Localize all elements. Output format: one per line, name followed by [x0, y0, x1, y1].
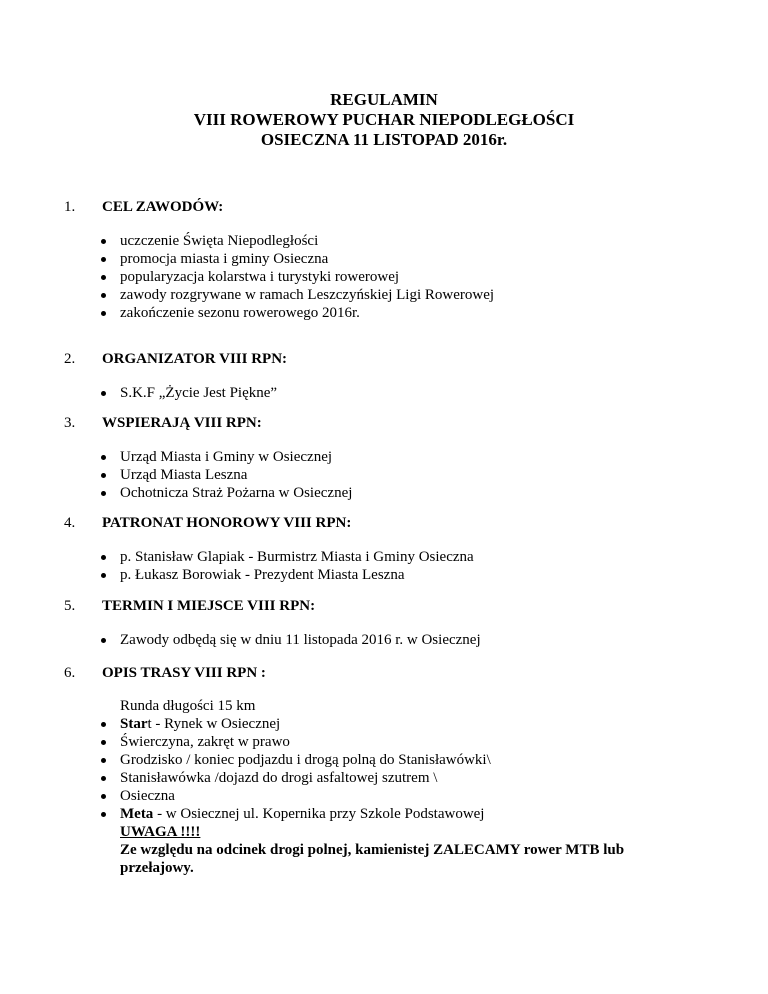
bullet-icon: [101, 638, 106, 643]
list-item: [0, 484, 768, 502]
bullet-icon: [101, 794, 106, 799]
list-item-text: zakończenie sezonu rowerowego 2016r.: [120, 305, 360, 321]
list-item: [0, 286, 768, 304]
list-item-text: promocja miasta i gminy Osieczna: [120, 251, 329, 267]
title-line-3: OSIECZNA 11 LISTOPAD 2016r.: [260, 130, 508, 149]
list-item-text: p. Łukasz Borowiak - Prezydent Miasta Leszna: [120, 567, 405, 583]
route-point: [0, 733, 768, 751]
route-point: [0, 787, 768, 805]
section-number: 6.: [64, 665, 76, 681]
list-item-text: Urząd Miasta Leszna: [120, 467, 248, 483]
list-item: [0, 304, 768, 322]
section-title: CEL ZAWODÓW:: [102, 199, 224, 215]
bullet-icon: [101, 491, 106, 496]
bullet-list: [0, 548, 768, 584]
section-title: TERMIN I MIEJSCE VIII RPN:: [102, 598, 316, 614]
bullet-list: [0, 232, 768, 322]
warning-label-row: [0, 823, 768, 841]
section-number: 3.: [64, 415, 76, 431]
list-item: [0, 268, 768, 286]
bullet-icon: [101, 722, 106, 727]
bullet-icon: [101, 311, 106, 316]
list-item: [0, 448, 768, 466]
list-item: [0, 548, 768, 566]
section-number: 1.: [64, 199, 76, 215]
list-item-text: Stanisławówka /dojazd do drogi asfaltowej szutrem \: [120, 770, 438, 786]
bullet-list: [0, 384, 768, 402]
list-item: [0, 566, 768, 584]
section-title: OPIS TRASY VIII RPN :: [102, 665, 266, 681]
start-location: t - Rynek w Osiecznej: [147, 716, 281, 732]
list-item-text: popularyzacja kolarstwa i turystyki rowerowej: [120, 269, 400, 285]
section-heading: [64, 198, 223, 216]
section-heading: [64, 514, 351, 532]
route-point-finish: [0, 805, 768, 823]
list-item-text: [120, 715, 280, 733]
bullet-icon: [101, 776, 106, 781]
warning-label: UWAGA !!!!: [120, 824, 201, 840]
document-title: [0, 90, 768, 150]
section-heading: [64, 664, 266, 682]
route-length-text: Runda długości 15 km: [120, 698, 256, 714]
route-intro: [0, 697, 768, 715]
list-item-text: Osieczna: [120, 788, 175, 804]
list-item-text: zawody rozgrywane w ramach Leszczyńskiej Ligi Rowerowej: [120, 287, 495, 303]
bullet-icon: [101, 239, 106, 244]
bullet-icon: [101, 293, 106, 298]
section-number: 2.: [64, 351, 76, 367]
route-point-start: [0, 715, 768, 733]
section-title: ORGANIZATOR VIII RPN:: [102, 351, 288, 367]
list-item: [0, 250, 768, 268]
list-item-text: Grodzisko / koniec podjazdu i drogą polną do Stanisławówki\: [120, 752, 491, 768]
list-item-text: p. Stanisław Glapiak - Burmistrz Miasta i Gminy Osieczna: [120, 549, 474, 565]
route-point: [0, 751, 768, 769]
finish-location: - w Osiecznej ul. Kopernika przy Szkole Podstawowej: [153, 806, 485, 822]
bullet-icon: [101, 812, 106, 817]
list-item-text: uczczenie Święta Niepodległości: [120, 233, 319, 249]
route-point: [0, 769, 768, 787]
bullet-icon: [101, 758, 106, 763]
finish-label: Meta: [120, 806, 154, 822]
bullet-icon: [101, 257, 106, 262]
section-heading: [64, 350, 287, 368]
list-item: [0, 384, 768, 402]
bullet-icon: [101, 573, 106, 578]
bullet-list: [0, 631, 768, 649]
section-heading: [64, 414, 262, 432]
list-item-text: Świerczyna, zakręt w prawo: [120, 734, 290, 750]
title-line-2: VIII ROWEROWY PUCHAR NIEPODLEGŁOŚCI: [193, 110, 575, 129]
list-item-text: Ochotnicza Straż Pożarna w Osiecznej: [120, 485, 353, 501]
bullet-icon: [101, 391, 106, 396]
route-list: [0, 697, 768, 841]
bullet-icon: [101, 740, 106, 745]
bullet-icon: [101, 275, 106, 280]
bullet-icon: [101, 455, 106, 460]
list-item-text: [120, 805, 484, 823]
list-item: [0, 631, 768, 649]
list-item: [0, 466, 768, 484]
section-title: WSPIERAJĄ VIII RPN:: [102, 415, 262, 431]
bullet-icon: [101, 555, 106, 560]
list-item-text: S.K.F „Życie Jest Piękne”: [120, 385, 278, 401]
title-line-1: REGULAMIN: [330, 90, 438, 109]
section-number: 5.: [64, 598, 76, 614]
list-item-text: Urząd Miasta i Gminy w Osiecznej: [120, 449, 333, 465]
list-item: [0, 232, 768, 250]
warning-text: Ze względu na odcinek drogi polnej, kamienistej ZALECAMY rower MTB lub przełajowy.: [120, 842, 625, 876]
list-item-text: Zawody odbędą się w dniu 11 listopada 2016 r. w Osiecznej: [120, 632, 481, 648]
bullet-icon: [101, 473, 106, 478]
bullet-list: [0, 448, 768, 502]
section-heading: [64, 597, 315, 615]
section-number: 4.: [64, 515, 76, 531]
start-label: Star: [120, 716, 148, 732]
section-title: PATRONAT HONOROWY VIII RPN:: [102, 515, 352, 531]
